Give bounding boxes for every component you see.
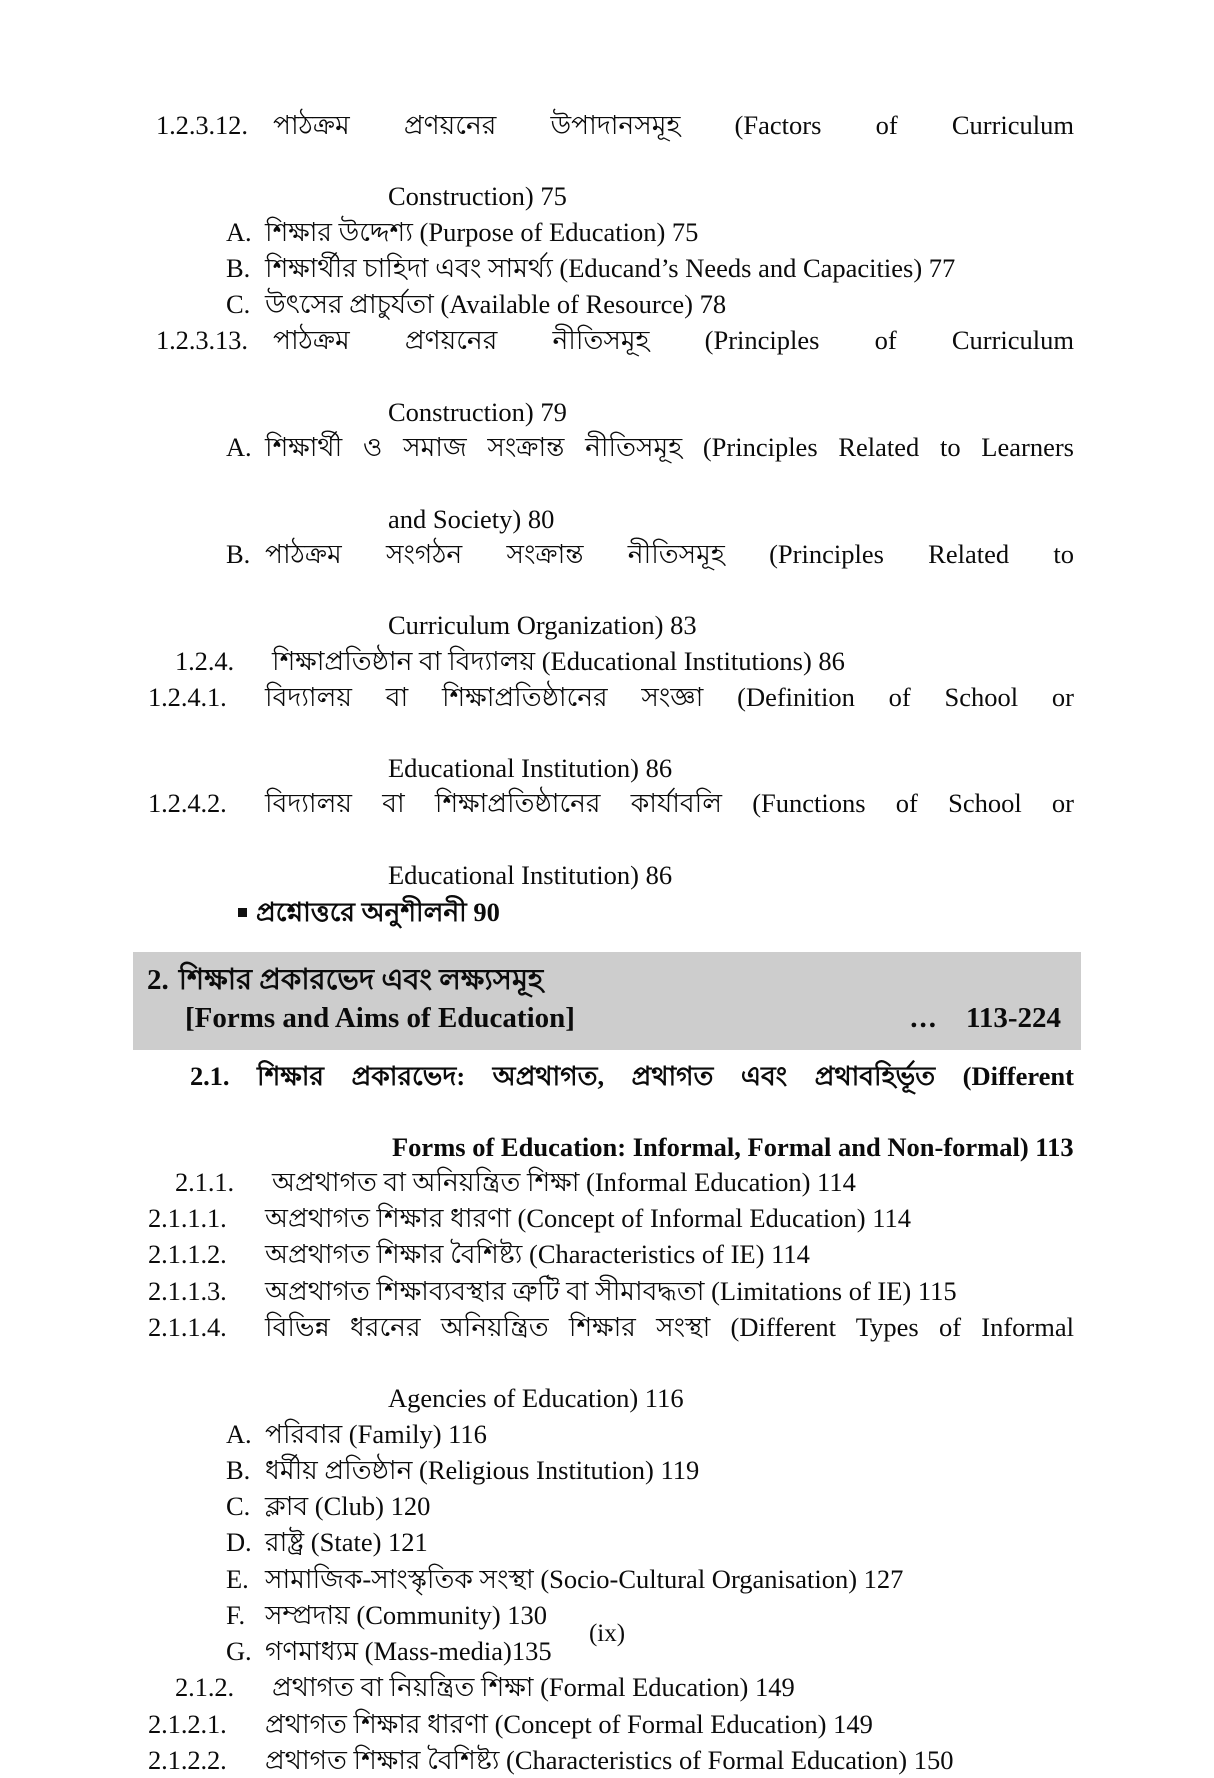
toc-exercise-item[interactable]	[140, 895, 1074, 930]
toc-entry-number: 2.1.1.3.	[148, 1275, 227, 1306]
toc-entry-text: শিক্ষার্থী ও সমাজ সংক্রান্ত নীতিসমূহ (Principles Related to Learners	[265, 432, 1074, 463]
toc-entry-text: বিদ্যালয় বা শিক্ষাপ্রতিষ্ঠানের সংজ্ঞা (Definition of School or	[265, 681, 1074, 712]
page-folio: (ix)	[588, 1620, 626, 1647]
toc-entry[interactable]	[140, 287, 1074, 322]
toc-entry-continuation: Forms of Education: Informal, Formal and Non-formal) 113	[392, 1131, 1074, 1162]
toc-entry-text: পাঠক্রম প্রণয়নের নীতিসমূহ (Principles of Curriculum	[273, 325, 1074, 356]
toc-entry-text: অপ্রথাগত বা অনিয়ন্ত্রিত শিক্ষা (Informal Education) 114	[272, 1167, 856, 1197]
toc-entry-number: 2.1.2.	[175, 1672, 235, 1703]
toc-entry-number: D.	[226, 1527, 252, 1558]
toc-entry-number: 1.2.3.13.	[156, 325, 248, 356]
toc-entry[interactable]	[140, 1525, 1074, 1560]
toc-entry[interactable]	[140, 537, 1074, 607]
toc-entry-number: 2.1.2.2.	[148, 1744, 227, 1775]
chapter-heading-banner	[133, 952, 1081, 1049]
toc-entry-text: প্রথাগত বা নিয়ন্ত্রিত শিক্ষা (Formal Education) 149	[272, 1672, 795, 1703]
toc-entry-continuation: and Society) 80	[388, 503, 555, 534]
toc-entry[interactable]	[140, 1489, 1074, 1524]
toc-entry-text: রাষ্ট্র (State) 121	[265, 1527, 428, 1558]
chapter-title-bn-row	[147, 962, 1067, 1000]
toc-entry[interactable]	[140, 1165, 1074, 1200]
toc-entry-number: 2.1.1.4.	[148, 1311, 227, 1342]
toc-entry[interactable]	[140, 215, 1074, 250]
toc-entry[interactable]	[140, 786, 1074, 856]
toc-entry-section-21[interactable]	[140, 1059, 1074, 1130]
toc-entry-number: A.	[226, 216, 252, 247]
toc-entry-text: প্রথাগত শিক্ষার বৈশিষ্ট্য (Characteristics of Formal Education) 150	[265, 1744, 954, 1775]
toc-entry-text: বিভিন্ন ধরনের অনিয়ন্ত্রিত শিক্ষার সংস্থা (Different Types of Informal	[265, 1311, 1074, 1342]
toc-entry-text: অপ্রথাগত শিক্ষাব্যবস্থার ত্রুটি বা সীমাবদ্ধতা (Limitations of IE) 115	[265, 1275, 957, 1306]
toc-entry[interactable]	[140, 1310, 1074, 1380]
chapter-page-range: 113-224	[965, 1002, 1061, 1035]
toc-entry-text: ধর্মীয় প্রতিষ্ঠান (Religious Institution) 119	[265, 1454, 700, 1485]
chapter-title-bn: শিক্ষার প্রকারভেদ এবং লক্ষ্যসমূহ	[178, 964, 544, 997]
toc-entry-number: B.	[226, 252, 251, 283]
toc-entry-number: B.	[226, 1454, 251, 1485]
toc-entry[interactable]	[140, 323, 1074, 393]
toc-entry[interactable]	[140, 1453, 1074, 1488]
toc-entry[interactable]	[140, 430, 1074, 500]
toc-entry-text: সামাজিক-সাংস্কৃতিক সংস্থা (Socio-Cultural Organisation) 127	[265, 1563, 904, 1594]
toc-entry-number: G.	[226, 1636, 252, 1667]
toc-entry[interactable]	[140, 1201, 1074, 1236]
toc-entry-text: সম্প্রদায় (Community) 130	[265, 1599, 548, 1630]
toc-entry-number: B.	[226, 538, 251, 569]
toc-entry-text: উৎসের প্রাচুর্যতা (Available of Resource) 78	[265, 289, 727, 320]
chapter-number: 2.	[147, 964, 169, 997]
toc-entry-continuation: Educational Institution) 86	[388, 859, 673, 890]
toc-entry-continuation: Educational Institution) 86	[388, 753, 673, 784]
toc-entry-continuation: Construction) 75	[388, 181, 567, 212]
toc-entry-continuation: Agencies of Education) 116	[388, 1383, 684, 1414]
chapter-title-en-row	[147, 1000, 1067, 1038]
toc-entry-number: C.	[226, 1491, 251, 1522]
toc-entry-text: পাঠক্রম প্রণয়নের উপাদানসমূহ (Factors of Curriculum	[273, 110, 1074, 140]
toc-entry-text: পাঠক্রম সংগঠন সংক্রান্ত নীতিসমূহ (Principles Related to	[265, 538, 1074, 569]
toc-entry[interactable]	[140, 1274, 1074, 1309]
toc-entry[interactable]	[140, 1562, 1074, 1597]
toc-entry-number: A.	[226, 432, 252, 463]
toc-entry[interactable]	[140, 1670, 1074, 1705]
toc-entry-text: প্রথাগত শিক্ষার ধারণা (Concept of Formal Education) 149	[265, 1708, 873, 1739]
toc-entry[interactable]	[140, 108, 1074, 178]
toc-entry[interactable]	[140, 1707, 1074, 1742]
toc-entry-number: 2.1.2.1.	[148, 1708, 227, 1739]
toc-entry-text: গণমাধ্যম (Mass-media)135	[265, 1636, 552, 1667]
toc-entry-number: 1.2.4.2.	[148, 788, 227, 819]
toc-entry-text: শিক্ষাপ্রতিষ্ঠান বা বিদ্যালয় (Educational Institutions) 86	[272, 645, 845, 676]
toc-entry-number: 1.2.4.1.	[148, 681, 227, 712]
toc-entry[interactable]	[140, 251, 1074, 286]
toc-entry-number: 2.1.1.2.	[148, 1239, 227, 1270]
toc-entry-number: 2.1.	[190, 1060, 230, 1091]
toc-entry-number: C.	[226, 289, 251, 320]
toc-entry-continuation: Curriculum Organization) 83	[388, 610, 697, 641]
toc-entry-number: 1.2.4.	[175, 645, 235, 676]
toc-entry[interactable]	[140, 1417, 1074, 1452]
toc-entry-number: F.	[226, 1599, 246, 1630]
toc-entry-number: A.	[226, 1418, 252, 1449]
toc-group-chapter1	[140, 108, 1074, 930]
chapter-title-en: [Forms and Aims of Education]	[185, 1002, 575, 1035]
toc-entry-text: শিক্ষার উদ্দেশ্য (Purpose of Education) 75	[265, 216, 699, 247]
toc-entry-text: বিদ্যালয় বা শিক্ষাপ্রতিষ্ঠানের কার্যাবলি (Functions of School or	[265, 788, 1074, 819]
toc-entry-text: অপ্রথাগত শিক্ষার বৈশিষ্ট্য (Characteristics of IE) 114	[265, 1239, 810, 1270]
square-bullet-icon	[238, 908, 247, 917]
toc-entry[interactable]	[140, 680, 1074, 750]
toc-entry-text: শিক্ষার্থীর চাহিদা এবং সামর্থ্য (Educand’s Needs and Capacities) 77	[265, 252, 956, 283]
chapter-leader-dots: ...	[910, 1002, 938, 1035]
toc-entry[interactable]	[140, 1237, 1074, 1272]
toc-entry-text: ক্লাব (Club) 120	[265, 1491, 431, 1522]
toc-entry-number: E.	[226, 1563, 249, 1594]
toc-entry-text: অপ্রথাগত শিক্ষার ধারণা (Concept of Informal Education) 114	[265, 1203, 911, 1234]
toc-entry-text: শিক্ষার প্রকারভেদ: অপ্রথাগত, প্রথাগত এবং প্রথাবহির্ভূত (Different	[257, 1060, 1074, 1091]
toc-exercise-label: প্রশ্নোত্তরে অনুশীলনী 90	[256, 897, 500, 928]
toc-entry[interactable]	[140, 1743, 1074, 1778]
toc-entry-continuation: Construction) 79	[388, 396, 567, 427]
toc-entry-number: 2.1.1.1.	[148, 1203, 227, 1234]
toc-entry-number: 2.1.1.	[175, 1167, 235, 1197]
toc-group-chapter2	[140, 1165, 1074, 1778]
toc-entry-number: 1.2.3.12.	[156, 110, 248, 140]
toc-entry[interactable]	[140, 644, 1074, 679]
toc-entry-text: পরিবার (Family) 116	[265, 1418, 487, 1449]
